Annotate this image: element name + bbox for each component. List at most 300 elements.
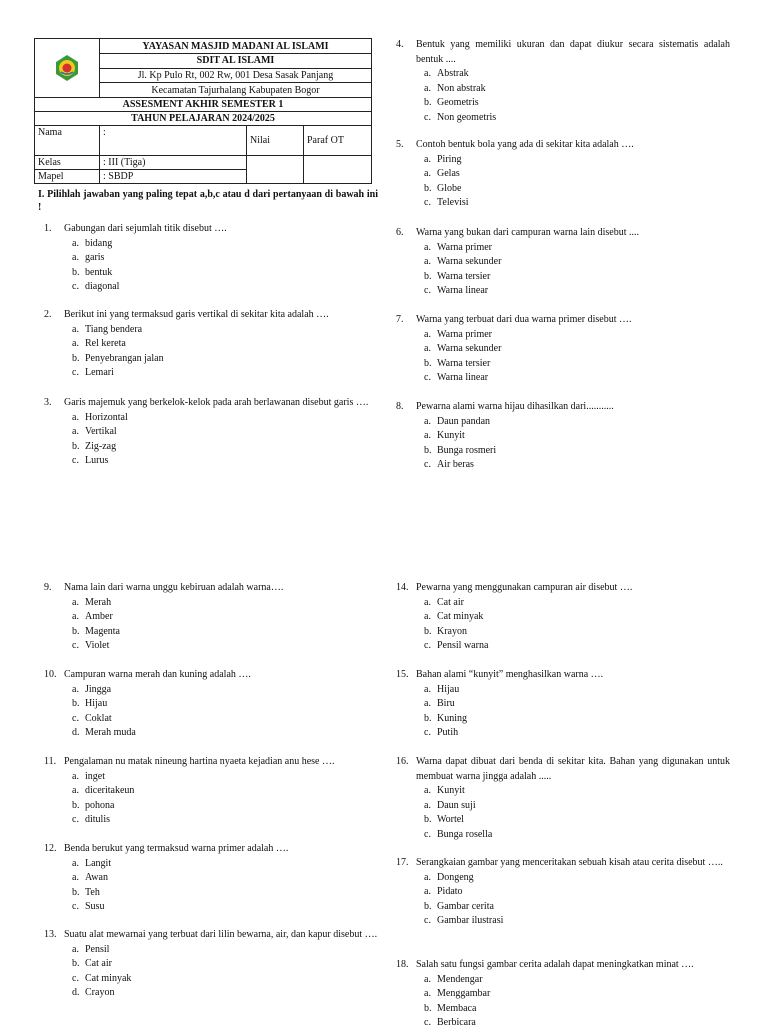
- answer-option[interactable]: [424, 342, 730, 357]
- question-7: [396, 313, 730, 386]
- option-text: Daun pandan: [437, 415, 491, 427]
- option-letter: a.: [424, 988, 431, 999]
- option-text: Coklat: [85, 712, 112, 724]
- option-text: bentuk: [85, 266, 113, 278]
- answer-option[interactable]: [424, 871, 730, 886]
- question-14: [396, 581, 730, 654]
- option-letter: a.: [424, 241, 431, 253]
- option-letter: a.: [424, 799, 431, 811]
- option-letter: a.: [72, 252, 79, 263]
- option-text: Tiang bendera: [85, 323, 143, 335]
- question-text: Bentuk yang memiliki ukuran dan dapat diukur secara sistematis adalah bentuk ....: [416, 39, 730, 65]
- name-label: Nama: [35, 126, 100, 156]
- option-text: Pensil warna: [437, 640, 489, 651]
- answer-options: [396, 67, 730, 125]
- option-letter: b.: [424, 814, 432, 825]
- answer-option[interactable]: [424, 987, 730, 1002]
- question-stem: [44, 581, 378, 596]
- question-stem: [396, 138, 730, 153]
- answer-option[interactable]: [424, 1016, 730, 1031]
- option-text: Lemari: [85, 367, 114, 378]
- option-text: Biru: [437, 698, 455, 709]
- option-text: diagonal: [85, 281, 120, 292]
- option-letter: b.: [72, 352, 80, 364]
- answer-options: [396, 973, 730, 1031]
- question-stem: [44, 668, 378, 683]
- option-text: Membaca: [437, 1002, 477, 1014]
- question-number: 17.: [396, 857, 409, 868]
- answer-options: [44, 596, 378, 654]
- option-letter: a.: [424, 168, 431, 179]
- option-text: Daun suji: [437, 799, 476, 811]
- option-letter: a.: [424, 343, 431, 354]
- school-address-line1: Jl. Kp Pulo Rt, 002 Rw, 001 Desa Sasak Panjang: [100, 68, 372, 83]
- answer-option[interactable]: [424, 357, 730, 372]
- question-2: [44, 308, 378, 381]
- answer-option[interactable]: [72, 366, 378, 381]
- answer-option[interactable]: [424, 111, 730, 126]
- option-text: Merah: [85, 596, 112, 608]
- option-letter: c.: [72, 972, 79, 984]
- option-text: Violet: [85, 640, 110, 651]
- answer-option[interactable]: [424, 712, 730, 727]
- option-text: Berbicara: [437, 1017, 476, 1028]
- question-number: 8.: [396, 401, 404, 412]
- answer-option[interactable]: [424, 900, 730, 915]
- question-number: 4.: [396, 39, 404, 50]
- answer-option[interactable]: [72, 639, 378, 654]
- sign-box[interactable]: [304, 156, 372, 184]
- answer-option[interactable]: [72, 610, 378, 625]
- option-letter: c.: [424, 727, 431, 738]
- answer-option[interactable]: [72, 886, 378, 901]
- option-letter: c.: [72, 712, 79, 724]
- answer-option[interactable]: [72, 683, 378, 698]
- option-letter: b.: [424, 97, 432, 108]
- question-text: Pewarna yang menggunakan campuran air disebut ….: [416, 582, 633, 593]
- answer-option[interactable]: [424, 610, 730, 625]
- answer-option[interactable]: [424, 726, 730, 741]
- answer-option[interactable]: [72, 337, 378, 352]
- answer-option[interactable]: [72, 454, 378, 469]
- option-letter: a.: [424, 683, 431, 695]
- answer-option[interactable]: [424, 82, 730, 97]
- answer-option[interactable]: [424, 284, 730, 299]
- answer-options: [396, 415, 730, 473]
- option-text: Mendengar: [437, 973, 483, 985]
- option-letter: a.: [72, 785, 79, 796]
- option-letter: a.: [424, 256, 431, 267]
- answer-option[interactable]: [424, 914, 730, 929]
- option-letter: c.: [424, 915, 431, 926]
- question-text: Salah satu fungsi gambar cerita adalah dapat meningkatkan minat ….: [416, 959, 694, 970]
- question-stem: [396, 581, 730, 596]
- question-number: 7.: [396, 314, 404, 325]
- option-letter: a.: [72, 338, 79, 349]
- option-text: diceritakeun: [85, 785, 135, 796]
- option-letter: c.: [72, 455, 79, 466]
- question-stem: [44, 308, 378, 323]
- answer-option[interactable]: [72, 596, 378, 611]
- option-text: Air beras: [437, 459, 474, 470]
- question-text: Bahan alami “kunyit” menghasilkan warna ….: [416, 669, 604, 680]
- answer-option[interactable]: [424, 799, 730, 814]
- answer-option[interactable]: [72, 411, 378, 426]
- option-letter: b.: [72, 886, 80, 898]
- answer-options: [44, 857, 378, 915]
- option-text: Menggambar: [437, 988, 491, 999]
- answer-option[interactable]: [424, 255, 730, 270]
- option-text: ditulis: [85, 814, 111, 825]
- option-letter: b.: [72, 440, 80, 452]
- option-letter: b.: [424, 625, 432, 637]
- grade-label: Nilai: [247, 126, 304, 156]
- question-text: Warna dapat dibuat dari benda di sekitar kita. Bahan yang digunakan untuk membuat warna jingga adalah .....: [416, 756, 730, 782]
- option-text: Wortel: [437, 814, 464, 825]
- answer-option[interactable]: [424, 784, 730, 799]
- option-text: Warna linear: [437, 372, 489, 383]
- question-number: 6.: [396, 227, 404, 238]
- question-stem: [396, 668, 730, 683]
- question-text: Serangkaian gambar yang menceritakan sebuah kisah atau cerita disebut …..: [416, 857, 723, 868]
- option-text: Merah muda: [85, 727, 136, 738]
- option-letter: a.: [424, 328, 431, 340]
- answer-option[interactable]: [424, 828, 730, 843]
- answer-option[interactable]: [424, 153, 730, 168]
- class-label: Kelas: [35, 156, 100, 170]
- option-text: Abstrak: [437, 68, 469, 79]
- instructions: I. Pilihlah jawaban yang paling tepat a,b,c atau d dari pertanyaan di bawah ini !: [38, 189, 378, 213]
- question-12: [44, 842, 378, 915]
- answer-option[interactable]: [72, 237, 378, 252]
- option-letter: b.: [72, 698, 80, 709]
- question-text: Benda berukut yang termaksud warna primer adalah ….: [64, 843, 289, 854]
- option-letter: b.: [424, 357, 432, 369]
- option-text: Amber: [85, 611, 113, 622]
- option-text: Kunyit: [437, 430, 465, 441]
- question-stem: [44, 842, 378, 857]
- option-text: Bunga rosmeri: [437, 444, 497, 456]
- answer-option[interactable]: [424, 371, 730, 386]
- option-text: garis: [85, 252, 105, 263]
- option-letter: a.: [424, 82, 431, 94]
- question-number: 3.: [44, 397, 52, 408]
- school-logo-icon: [53, 54, 81, 82]
- option-letter: c.: [424, 459, 431, 470]
- option-text: Televisi: [437, 197, 469, 208]
- option-text: Cat minyak: [85, 972, 132, 984]
- question-number: 1.: [44, 223, 52, 234]
- subject-value: : SBDP: [100, 170, 247, 184]
- option-letter: a.: [72, 611, 79, 622]
- option-text: Zig-zag: [85, 440, 117, 452]
- answer-option[interactable]: [72, 425, 378, 440]
- question-number: 2.: [44, 309, 52, 320]
- answer-options: [44, 683, 378, 741]
- question-number: 18.: [396, 959, 409, 970]
- option-letter: c.: [424, 372, 431, 383]
- answer-option[interactable]: [72, 440, 378, 455]
- question-number: 12.: [44, 843, 57, 854]
- option-letter: a.: [424, 886, 431, 897]
- option-letter: c.: [424, 197, 431, 208]
- answer-option[interactable]: [72, 784, 378, 799]
- option-letter: a.: [424, 785, 431, 796]
- option-letter: b.: [424, 1002, 432, 1014]
- answer-option[interactable]: [72, 972, 378, 987]
- question-1: [44, 222, 378, 295]
- answer-options: [396, 241, 730, 299]
- answer-option[interactable]: [72, 352, 378, 367]
- answer-option[interactable]: [72, 799, 378, 814]
- option-text: Gelas: [437, 168, 460, 179]
- option-text: Gambar ilustrasi: [437, 915, 504, 926]
- answer-options: [396, 683, 730, 741]
- option-text: Warna tersier: [437, 357, 491, 369]
- answer-option[interactable]: [72, 986, 378, 1001]
- answer-option[interactable]: [424, 270, 730, 285]
- option-letter: b.: [72, 625, 80, 637]
- option-text: Cat air: [437, 596, 464, 608]
- option-text: Warna primer: [437, 328, 492, 340]
- answer-options: [396, 328, 730, 386]
- answer-option[interactable]: [424, 458, 730, 473]
- subject-label: Mapel: [35, 170, 100, 184]
- option-letter: c.: [72, 901, 79, 912]
- answer-option[interactable]: [424, 596, 730, 611]
- answer-option[interactable]: [72, 770, 378, 785]
- option-text: Lurus: [85, 455, 109, 466]
- question-17: [396, 856, 730, 929]
- answer-option[interactable]: [72, 957, 378, 972]
- answer-option[interactable]: [72, 323, 378, 338]
- question-13: [44, 928, 378, 1001]
- foundation-name: YAYASAN MASJID MADANI AL ISLAMI: [100, 39, 372, 54]
- option-text: Warna tersier: [437, 270, 491, 282]
- school-logo-cell: [35, 39, 100, 98]
- answer-option[interactable]: [72, 280, 378, 295]
- option-text: Putih: [437, 727, 459, 738]
- question-text: Suatu alat mewarnai yang terbuat dari lilin bewarna, air, dan kapur disebut ….: [64, 929, 378, 940]
- answer-option[interactable]: [72, 871, 378, 886]
- answer-option[interactable]: [424, 241, 730, 256]
- question-3: [44, 396, 378, 469]
- question-8: [396, 400, 730, 473]
- option-letter: d.: [72, 987, 80, 998]
- option-letter: b.: [424, 712, 432, 724]
- option-letter: c.: [424, 828, 431, 840]
- question-number: 14.: [396, 582, 409, 593]
- answer-option[interactable]: [72, 251, 378, 266]
- question-text: Berikut ini yang termaksud garis vertikal di sekitar kita adalah ….: [64, 309, 329, 320]
- question-text: Pengalaman nu matak nineung hartina nyaeta kejadian anu hese ….: [64, 756, 335, 767]
- question-stem: [44, 222, 378, 237]
- option-text: Hijau: [85, 698, 108, 709]
- option-letter: a.: [72, 943, 79, 955]
- option-text: Non abstrak: [437, 82, 486, 94]
- answer-option[interactable]: [72, 943, 378, 958]
- answer-option[interactable]: [424, 167, 730, 182]
- option-text: Warna linear: [437, 285, 489, 296]
- question-stem: [396, 400, 730, 415]
- option-letter: b.: [424, 900, 432, 912]
- class-value: : III (Tiga): [100, 156, 247, 170]
- answer-option[interactable]: [424, 96, 730, 111]
- academic-year: TAHUN PELAJARAN 2024/2025: [35, 112, 372, 126]
- question-number: 10.: [44, 669, 57, 680]
- answer-option[interactable]: [72, 697, 378, 712]
- option-text: Globe: [437, 182, 462, 194]
- answer-option[interactable]: [424, 697, 730, 712]
- answer-option[interactable]: [72, 625, 378, 640]
- question-stem: [44, 928, 378, 943]
- answer-option[interactable]: [424, 328, 730, 343]
- option-text: Vertikal: [85, 426, 117, 437]
- option-text: Teh: [85, 886, 100, 898]
- option-text: Rel kereta: [85, 338, 126, 349]
- answer-option[interactable]: [72, 900, 378, 915]
- option-text: Warna sekunder: [437, 256, 502, 267]
- question-stem: [396, 226, 730, 241]
- option-text: Kunyit: [437, 785, 465, 796]
- question-stem: [44, 396, 378, 411]
- question-stem: [396, 313, 730, 328]
- question-11: [44, 755, 378, 828]
- answer-option[interactable]: [424, 429, 730, 444]
- question-16: [396, 755, 730, 842]
- question-6: [396, 226, 730, 299]
- name-value-field[interactable]: :: [100, 126, 247, 156]
- answer-option[interactable]: [72, 726, 378, 741]
- answer-option[interactable]: [424, 444, 730, 459]
- option-letter: b.: [424, 444, 432, 456]
- option-text: Kuning: [437, 712, 467, 724]
- school-name: SDIT AL ISLAMI: [100, 54, 372, 69]
- option-letter: a.: [424, 698, 431, 709]
- question-stem: [396, 958, 730, 973]
- option-text: bidang: [85, 237, 113, 249]
- answer-option[interactable]: [424, 639, 730, 654]
- option-text: Warna primer: [437, 241, 492, 253]
- answer-options: [44, 411, 378, 469]
- option-letter: a.: [424, 68, 431, 79]
- option-text: Warna sekunder: [437, 343, 502, 354]
- question-stem: [396, 856, 730, 871]
- answer-options: [44, 770, 378, 828]
- question-text: Contoh bentuk bola yang ada di sekitar kita adalah ….: [416, 139, 634, 150]
- question-text: Nama lain dari warna unggu kebiruan adalah warna….: [64, 582, 284, 593]
- grade-box[interactable]: [247, 156, 304, 184]
- question-text: Garis majemuk yang berkelok-kelok pada arah berlawanan disebut garis ….: [64, 397, 369, 408]
- option-letter: c.: [424, 1017, 431, 1028]
- answer-options: [44, 237, 378, 295]
- option-letter: c.: [72, 281, 79, 292]
- option-letter: a.: [424, 596, 431, 608]
- question-stem: [396, 755, 730, 784]
- answer-option[interactable]: [424, 885, 730, 900]
- answer-option[interactable]: [72, 266, 378, 281]
- option-text: Horizontal: [85, 411, 128, 423]
- question-10: [44, 668, 378, 741]
- option-text: Langit: [85, 857, 112, 869]
- option-letter: a.: [424, 153, 431, 165]
- option-letter: b.: [72, 958, 80, 969]
- option-letter: a.: [72, 426, 79, 437]
- answer-option[interactable]: [424, 196, 730, 211]
- exam-header-table: [34, 38, 372, 184]
- question-text: Warna yang terbuat dari dua warna primer disebut ….: [416, 314, 632, 325]
- question-text: Pewarna alami warna hijau dihasilkan dari...........: [416, 401, 614, 412]
- answer-option[interactable]: [424, 973, 730, 988]
- answer-option[interactable]: [424, 67, 730, 82]
- answer-option[interactable]: [72, 813, 378, 828]
- option-text: Cat air: [85, 958, 112, 969]
- option-letter: a.: [424, 871, 431, 883]
- question-number: 11.: [44, 756, 57, 767]
- option-text: pohona: [85, 799, 115, 811]
- option-letter: c.: [72, 640, 79, 651]
- option-letter: b.: [72, 799, 80, 811]
- option-letter: a.: [72, 411, 79, 423]
- option-letter: a.: [72, 683, 79, 695]
- option-text: Awan: [85, 872, 108, 883]
- option-letter: a.: [72, 872, 79, 883]
- option-text: Piring: [437, 153, 462, 165]
- option-text: Cat minyak: [437, 611, 484, 622]
- answer-option[interactable]: [72, 712, 378, 727]
- option-text: Gambar cerita: [437, 900, 494, 912]
- answer-options: [44, 323, 378, 381]
- answer-option[interactable]: [424, 415, 730, 430]
- option-letter: c.: [72, 367, 79, 378]
- option-text: Crayon: [85, 987, 115, 998]
- question-text: Gabungan dari sejumlah titik disebut ….: [64, 223, 227, 234]
- option-text: Pensil: [85, 943, 110, 955]
- question-number: 13.: [44, 929, 57, 940]
- exam-title: ASSESMENT AKHIR SEMESTER 1: [35, 98, 372, 112]
- option-text: Hijau: [437, 683, 460, 695]
- answer-option[interactable]: [424, 182, 730, 197]
- answer-option[interactable]: [72, 857, 378, 872]
- option-letter: a.: [424, 973, 431, 985]
- answer-option[interactable]: [424, 625, 730, 640]
- answer-option[interactable]: [424, 683, 730, 698]
- option-text: Penyebrangan jalan: [85, 352, 164, 364]
- option-letter: a.: [424, 611, 431, 622]
- question-4: [396, 38, 730, 125]
- option-text: Susu: [85, 901, 105, 912]
- option-text: Magenta: [85, 625, 120, 637]
- question-stem: [44, 755, 378, 770]
- answer-options: [396, 784, 730, 842]
- answer-option[interactable]: [424, 1002, 730, 1017]
- option-text: Non geometris: [437, 111, 497, 123]
- question-number: 15.: [396, 669, 409, 680]
- option-letter: c.: [424, 285, 431, 296]
- option-text: inget: [85, 770, 105, 782]
- option-letter: a.: [72, 857, 79, 869]
- school-address-line2: Kecamatan Tajurhalang Kabupaten Bogor: [100, 83, 372, 98]
- option-letter: a.: [424, 415, 431, 427]
- option-letter: a.: [72, 770, 79, 782]
- question-5: [396, 138, 730, 211]
- answer-options: [396, 596, 730, 654]
- answer-option[interactable]: [424, 813, 730, 828]
- option-text: Dongeng: [437, 871, 474, 883]
- question-text: Warna yang bukan dari campuran warna lain disebut ....: [416, 227, 640, 238]
- option-letter: a.: [72, 323, 79, 335]
- sign-label: Paraf OT: [304, 126, 372, 156]
